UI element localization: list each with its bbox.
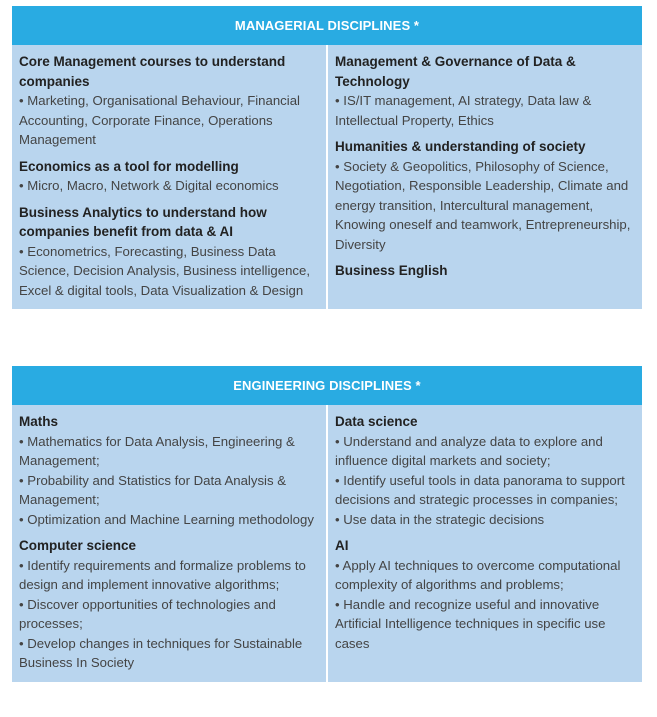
course-group: [335, 412, 636, 529]
managerial-header: MANAGERIAL DISCIPLINES *: [12, 6, 642, 45]
course-group: [19, 536, 320, 673]
course-group-title: Business Analytics to understand how companies benefit from data & AI: [19, 204, 267, 239]
course-group-title: Maths: [19, 414, 59, 429]
course-group-title: Economics as a tool for modelling: [19, 158, 239, 174]
course-group-line: • Marketing, Organisational Behaviour, Financial Accounting, Corporate Finance, Operations Management: [19, 93, 300, 147]
managerial-right-column: [328, 45, 642, 309]
course-group-line: • Understand and analyze data to explore and influence digital markets and society;: [335, 433, 603, 468]
course-group-line: • IS/IT management, AI strategy, Data law & Intellectual Property, Ethics: [335, 93, 592, 128]
course-group-title: Data science: [335, 414, 418, 429]
course-group-title: Humanities & understanding of society: [335, 139, 586, 154]
engineering-left-column: [12, 405, 326, 682]
course-group-line: • Develop changes in techniques for Sustainable Business In Society: [19, 635, 303, 670]
course-group-title: Management & Governance of Data & Technology: [335, 54, 576, 89]
course-group-line: • Probability and Statistics for Data Analysis & Management;: [19, 472, 287, 507]
course-group-line: • Discover opportunities of technologies and processes;: [19, 596, 276, 631]
course-group: [335, 261, 636, 281]
course-group-line: • Econometrics, Forecasting, Business Data Science, Decision Analysis, Business intelligence, Excel & digital tools, Data Visualization & Design: [19, 243, 311, 298]
course-group: [19, 412, 320, 529]
managerial-body: [12, 45, 642, 309]
course-group-line: • Optimization and Machine Learning methodology: [19, 511, 314, 527]
managerial-left-column: [12, 45, 326, 309]
course-group-line: • Apply AI techniques to overcome computational complexity of algorithms and problems;: [335, 557, 621, 592]
course-group: [19, 203, 320, 301]
course-group: [19, 52, 320, 150]
engineering-right-column: [328, 405, 642, 682]
course-group-line: • Handle and recognize useful and innovative Artificial Intelligence techniques in specific use cases: [335, 596, 606, 651]
course-group-title: Core Management courses to understand companies: [19, 54, 286, 89]
course-group: [335, 52, 636, 130]
course-group-title: AI: [335, 538, 349, 553]
course-group-line: • Identify useful tools in data panorama to support decisions and strategic processes in companies;: [335, 472, 625, 507]
course-group-title: Computer science: [19, 538, 137, 553]
engineering-body: [12, 405, 642, 682]
course-group-line: • Micro, Macro, Network & Digital economics: [19, 178, 279, 193]
course-group-title: Business English: [335, 263, 448, 278]
course-group-line: • Identify requirements and formalize problems to design and implement innovative algorithms;: [19, 557, 306, 592]
course-group: [19, 157, 320, 196]
engineering-disciplines-table: [12, 366, 642, 682]
course-group: [335, 137, 636, 254]
engineering-header: ENGINEERING DISCIPLINES *: [12, 366, 642, 405]
course-group-line: • Mathematics for Data Analysis, Engineering & Management;: [19, 433, 295, 468]
course-group: [335, 536, 636, 653]
course-group-line: • Use data in the strategic decisions: [335, 511, 545, 527]
course-group-line: • Society & Geopolitics, Philosophy of Science, Negotiation, Responsible Leadership, Climate and energy transition, Intercultural management, Knowing oneself and teamwork, Entrepreneurship, Diversity: [335, 158, 631, 252]
managerial-disciplines-table: [12, 6, 642, 309]
